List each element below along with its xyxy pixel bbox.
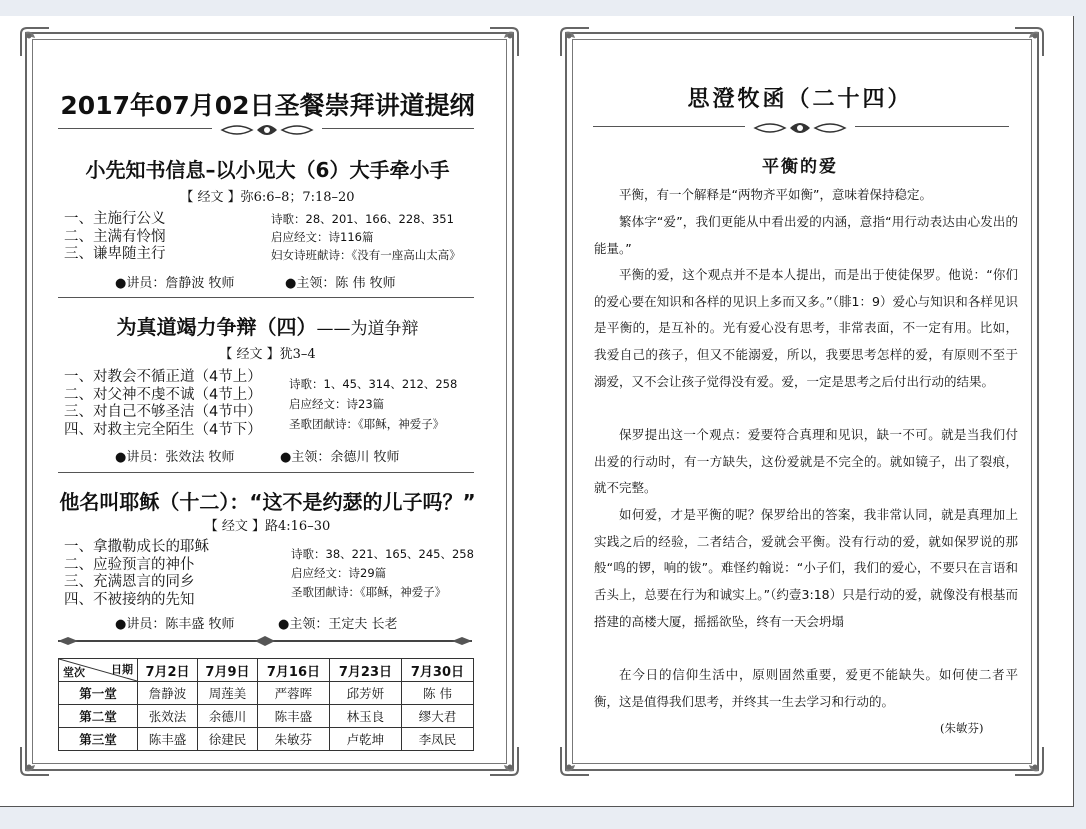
- sermon-2-scripture: 【 经文 】犹3–4: [219, 347, 316, 362]
- letter-paragraph: 平衡，有一个解释是“两物齐平如衡”，意味着保持稳定。: [619, 187, 932, 202]
- corner-ornament-icon: [17, 24, 53, 60]
- corner-ornament-icon: [1011, 24, 1047, 60]
- schedule-date: 7月30日: [401, 659, 473, 682]
- schedule-cell: 徐建民: [197, 728, 257, 751]
- schedule-cell: 周莲美: [197, 682, 257, 705]
- sermon-2-outline: [64, 369, 262, 439]
- outline-point: 四、对救主完全陌生（4节下）: [64, 421, 262, 438]
- schedule-date: 7月23日: [329, 659, 401, 682]
- schedule-cell: 严蓉晖: [257, 682, 329, 705]
- outline-point: 二、主满有怜悯: [64, 228, 166, 245]
- outline-point: 四、不被接纳的先知: [64, 591, 195, 608]
- outline-point: 一、拿撒勒成长的耶稣: [64, 539, 209, 555]
- sermon-1-hymns: [271, 210, 461, 264]
- hymn-line: 启应经文：诗29篇: [291, 566, 387, 580]
- sermon-3-scripture: 【 经文 】路4:16–30: [204, 519, 331, 534]
- letter-subtitle: 平衡的爱: [762, 157, 838, 177]
- flourish-ornament-icon: [212, 120, 322, 140]
- flourish-ornament-icon: [745, 118, 855, 138]
- letter-paragraph: 如何爱，才是平衡的呢？保罗给出的答案，我非常认同，就是真理加上实践之后的经验，二者结合，爱就会平衡。没有行动的爱，就如保罗说的那般“鸣的锣，响的钹”。难怪约翰说：“小子们，我们的爱心，不要只在言语和舌头上，总要在行为和诚实上。”（约壹3:18）只是行动的爱，就像没有根基而搭建的高楼大厦，摇摇欲坠，终有一天会坍塌: [594, 507, 1018, 629]
- sermon-3-outline: [64, 539, 209, 609]
- divider: [58, 297, 474, 298]
- hymn-line: 圣歌团献诗：《耶稣，神爱子》: [289, 417, 445, 431]
- sermon-1-title: 小先知书信息–以小见大（6）大手牵小手: [85, 158, 450, 182]
- sermon-2-hymns: [289, 374, 457, 434]
- schedule-corner-service-label: 堂次: [63, 666, 85, 679]
- outline-point: 三、谦卑随主行: [64, 246, 166, 262]
- sermon-2-title: 为真道竭力争辩（四）: [116, 315, 317, 339]
- outline-point: 三、充满恩言的同乡: [64, 574, 195, 590]
- schedule-service-label: 第一堂: [59, 682, 138, 705]
- preaching-schedule-table: [58, 658, 474, 751]
- schedule-cell: 陈丰盛: [138, 728, 198, 751]
- sermon-3-hymns: [291, 545, 474, 602]
- letter-signature: (朱敏芬): [940, 721, 984, 735]
- chain-divider-icon: [58, 636, 472, 646]
- outline-point: 一、主施行公义: [64, 211, 166, 227]
- corner-ornament-icon: [17, 743, 53, 779]
- schedule-cell: 陈 伟: [401, 682, 473, 705]
- hymn-line: 妇女诗班献诗：《没有一座高山太高》: [271, 248, 461, 262]
- hymn-line: 启应经文：诗23篇: [289, 397, 385, 411]
- corner-ornament-icon: [486, 743, 522, 779]
- page-title: 2017年07月02日圣餐崇拜讲道提纲: [60, 91, 475, 120]
- table-row: [59, 682, 474, 705]
- schedule-cell: 陈丰盛: [257, 705, 329, 728]
- schedule-cell: 朱敏芬: [257, 728, 329, 751]
- schedule-date: 7月9日: [197, 659, 257, 682]
- hymn-line: 诗歌：1、45、314、212、258: [289, 377, 458, 391]
- sermon-1-scripture: 【 经文 】弥6:6–8；7:18–20: [180, 190, 355, 205]
- divider: [58, 472, 474, 473]
- sermon-3-title: 他名叫耶稣（十二）：“这不是约瑟的儿子吗？”: [59, 490, 476, 514]
- sermon-3-preacher: ●讲员：陈丰盛 牧师: [115, 617, 235, 632]
- hymn-line: 启应经文：诗116篇: [271, 230, 374, 244]
- outline-point: 二、对父神不虔不诚（4节上）: [64, 386, 262, 403]
- corner-ornament-icon: [557, 743, 593, 779]
- corner-ornament-icon: [486, 24, 522, 60]
- corner-ornament-icon: [557, 24, 593, 60]
- schedule-cell: 詹静波: [138, 682, 198, 705]
- schedule-service-label: 第三堂: [59, 728, 138, 751]
- schedule-service-label: 第二堂: [59, 705, 138, 728]
- outline-point: 一、对教会不循正道（4节上）: [64, 369, 262, 385]
- schedule-date: 7月2日: [138, 659, 198, 682]
- right-page-frame: [565, 32, 1039, 771]
- corner-ornament-icon: [1011, 743, 1047, 779]
- letter-paragraph: 保罗提出这一个观点：爱要符合真理和见识，缺一不可。就是当我们付出爱的行动时，有一方缺失，这份爱就是不完全的。就如镜子，出了裂痕，就不完整。: [594, 427, 1018, 496]
- schedule-cell: 余德川: [197, 705, 257, 728]
- sermon-3-leader: ●主领：王定夫 长老: [278, 617, 398, 632]
- sermon-2-leader: ●主领：余德川 牧师: [280, 450, 400, 465]
- schedule-date: 7月16日: [257, 659, 329, 682]
- letter-paragraph: 在今日的信仰生活中，原则固然重要，爱更不能缺失。如何使二者平衡，这是值得我们思考，并终其一生去学习和行动的。: [594, 667, 1018, 709]
- sermon-1-leader: ●主领：陈 伟 牧师: [285, 276, 396, 291]
- table-row: [59, 728, 474, 751]
- schedule-cell: 李凤民: [401, 728, 473, 751]
- schedule-cell: 张效法: [138, 705, 198, 728]
- table-row: [59, 705, 474, 728]
- sermon-1-outline: [64, 211, 166, 264]
- sermon-1-preacher: ●讲员：詹静波 牧师: [115, 276, 235, 291]
- hymn-line: 诗歌：28、201、166、228、351: [271, 212, 454, 226]
- outline-point: 二、应验预言的神仆: [64, 556, 195, 573]
- schedule-cell: 卢乾坤: [329, 728, 401, 751]
- schedule-corner-date-label: 日期: [111, 663, 133, 676]
- schedule-header-row: [59, 659, 474, 682]
- sermon-2-heading: [40, 311, 495, 340]
- schedule-cell: 缪大君: [401, 705, 473, 728]
- hymn-line: 诗歌：38、221、165、245、258: [291, 547, 474, 561]
- schedule-cell: 邱芳妍: [329, 682, 401, 705]
- letter-paragraph: 平衡的爱，这个观点并不是本人提出，而是出于使徒保罗。他说：“你们的爱心要在知识和各样的见识上多而又多。”（腓1：9）爱心与知识和各样见识是平衡的，是互补的。光有爱心没有思考，非常表面，不一定有用。比如，我爱自己的孩子，但又不能溺爱，所以，我要思考怎样的爱，有原则不至于溺爱，又不会让孩子觉得没有爱。爱，一定是思考之后付出行动的结果。: [594, 267, 1018, 389]
- letter-title: 思澄牧函（二十四）: [687, 86, 913, 112]
- hymn-line: 圣歌团献诗：《耶稣，神爱子》: [291, 585, 447, 599]
- sermon-2-title-suffix: ——为道争辩: [316, 319, 419, 339]
- sermon-2-preacher: ●讲员：张效法 牧师: [115, 450, 235, 465]
- letter-paragraph: 繁体字“爱”，我们更能从中看出爱的内涵，意指“用行动表达由心发出的能量。”: [594, 214, 1018, 256]
- schedule-cell: 林玉良: [329, 705, 401, 728]
- schedule-corner-cell: [59, 659, 138, 682]
- outline-point: 三、对自己不够圣洁（4节中）: [64, 404, 262, 420]
